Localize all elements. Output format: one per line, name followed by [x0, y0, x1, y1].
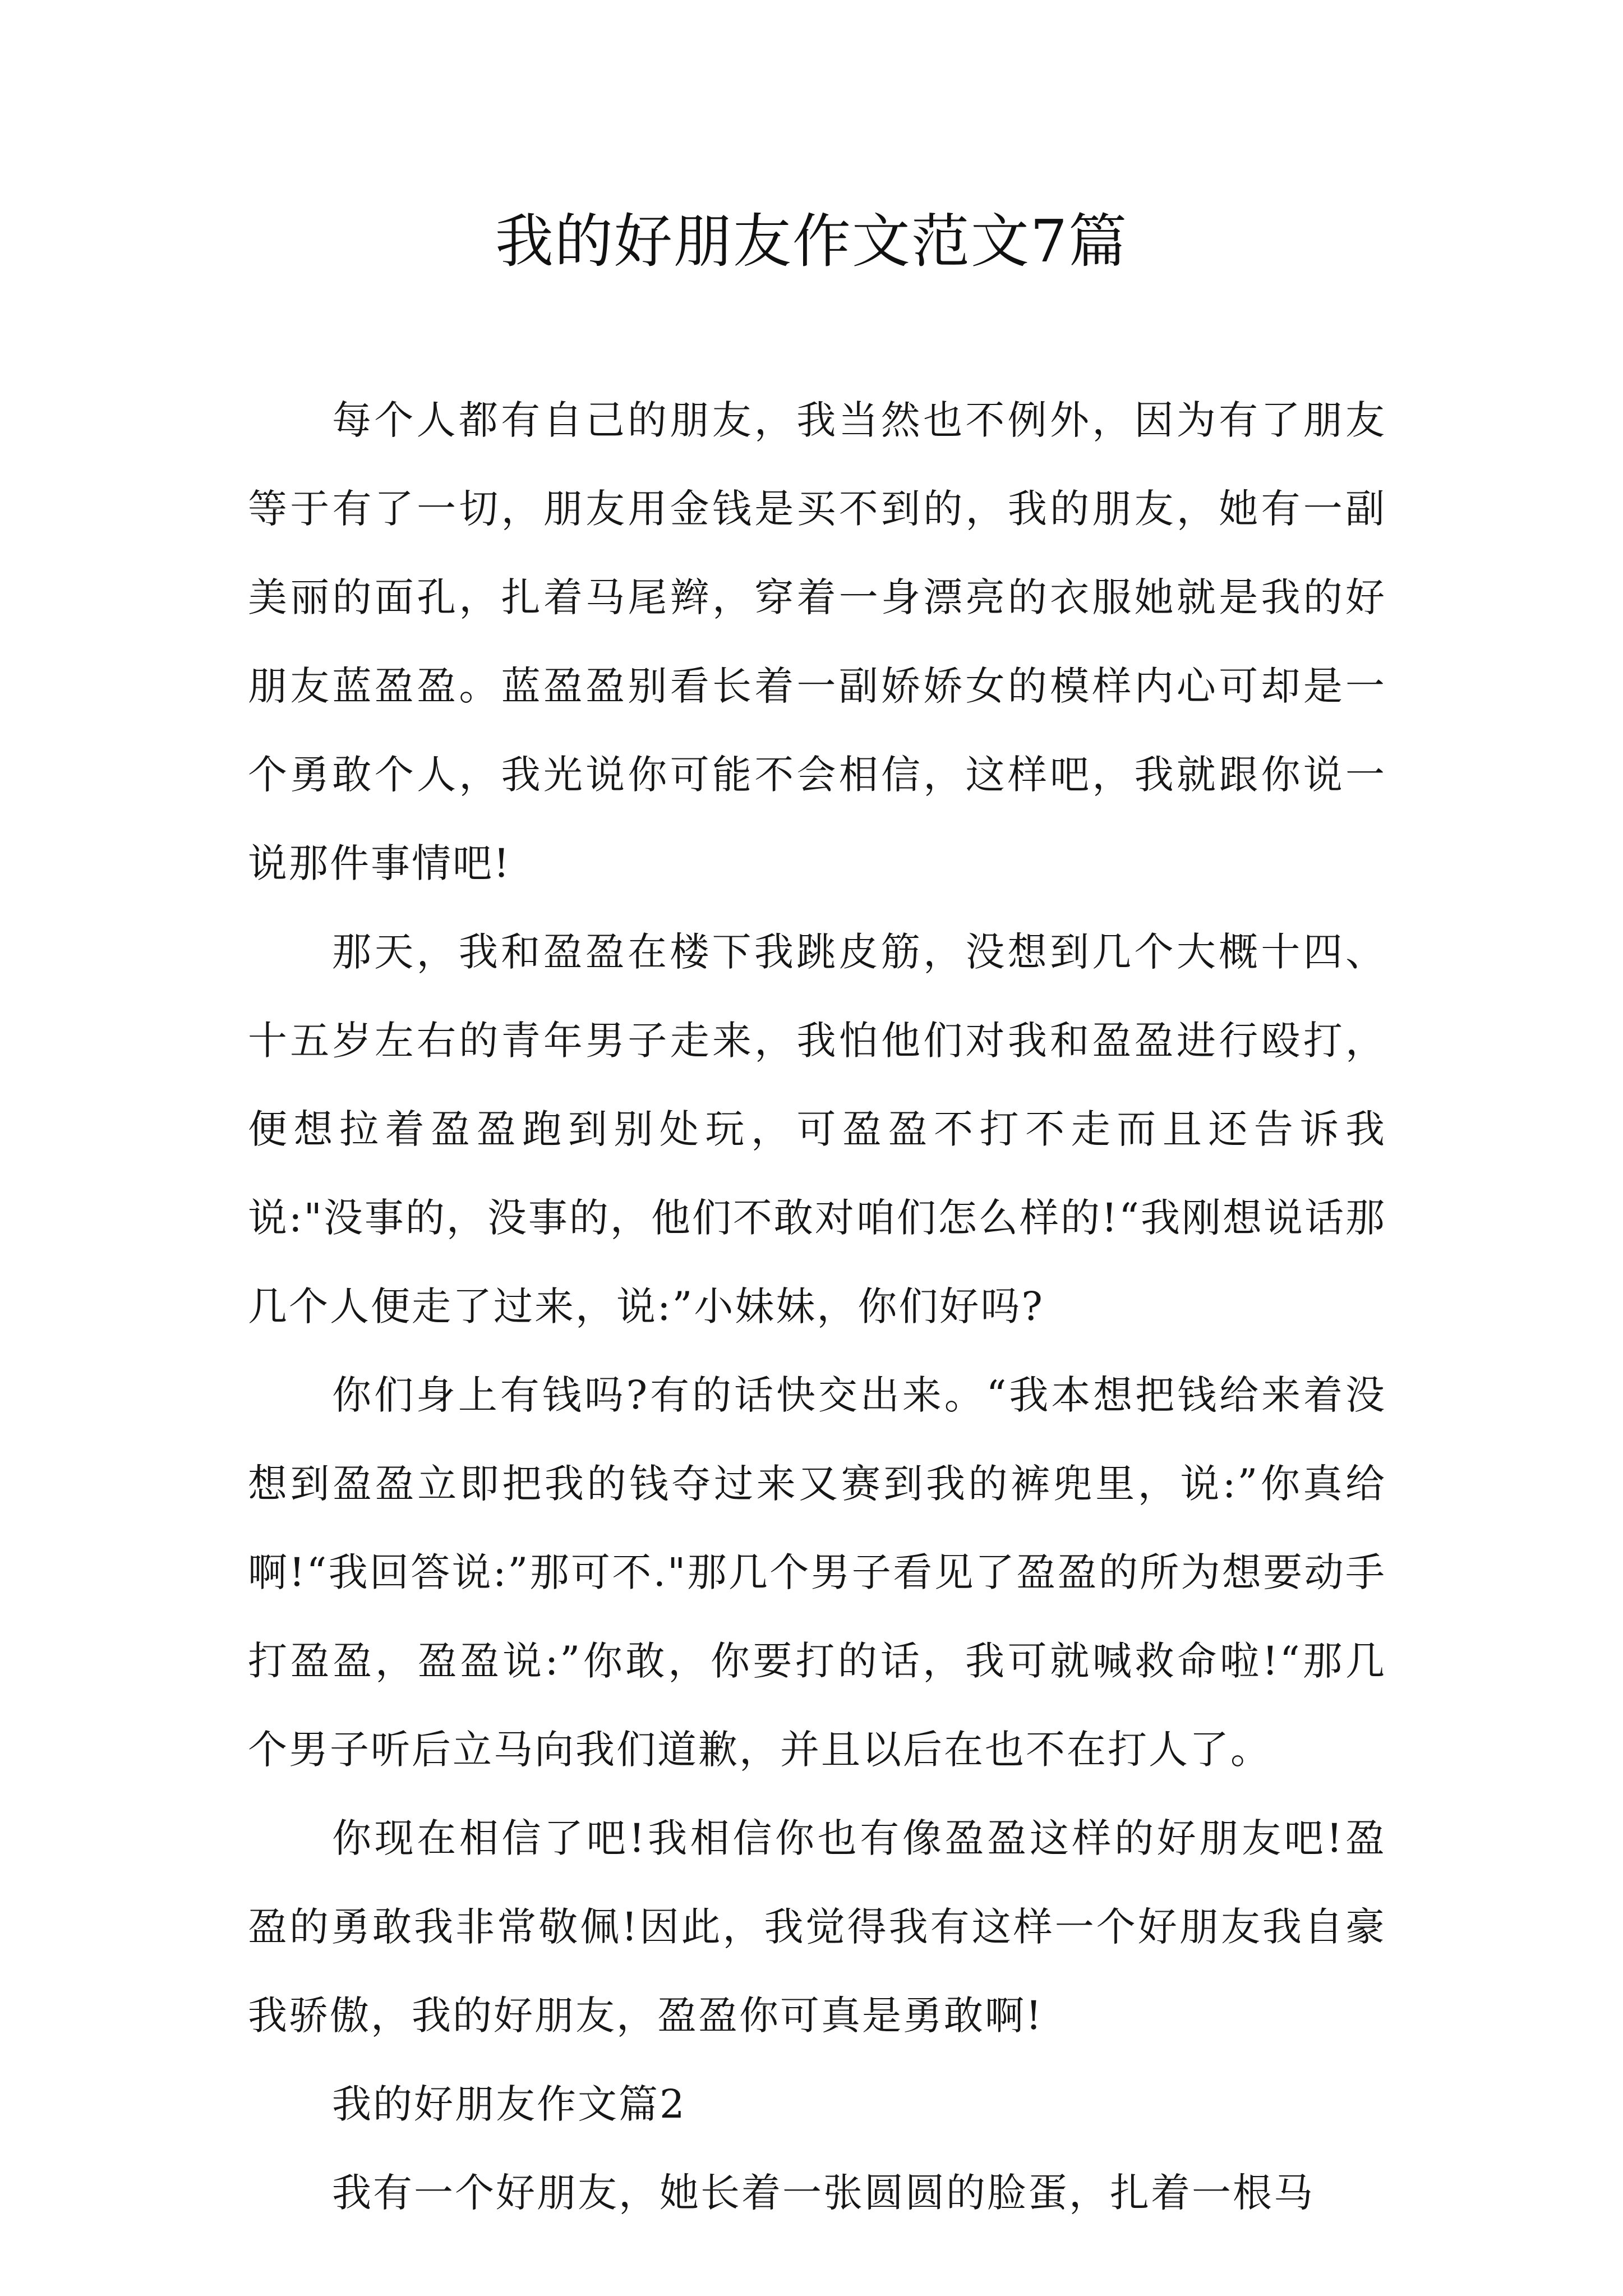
paragraph: 你们身上有钱吗?有的话快交出来。“我本想把钱给来着没想到盈盈立即把我的钱夺过来又赛到我的裤兜里，说:”你真给啊!“我回答说:”那可不."那几个男子看见了盈盈的所为想要动手打盈盈，盈盈说:”你敢，你要打的话，我可就喊救命啦!“那几个男子听后立马向我们道歉，并且以后在也不在打人了。: [248, 1372, 1386, 1773]
paragraph: 我有一个好朋友，她长着一张圆圆的脸蛋，扎着一根马: [332, 2170, 1315, 2216]
document-body: [248, 376, 1386, 2237]
document-title: 我的好朋友作文范文7篇: [495, 207, 1128, 275]
paragraph: 那天，我和盈盈在楼下我跳皮筋，没想到几个大概十四、十五岁左右的青年男子走来，我怕他们对我和盈盈进行殴打，便想拉着盈盈跑到别处玩，可盈盈不打不走而且还告诉我说:"没事的，没事的，他们不敢对咱们怎么样的!“我刚想说话那几个人便走了过来，说:”小妹妹，你们好吗?: [248, 929, 1386, 1329]
paragraph: 每个人都有自己的朋友，我当然也不例外，因为有了朋友等于有了一切，朋友用金钱是买不到的，我的朋友，她有一副美丽的面孔，扎着马尾辫，穿着一身漂亮的衣服她就是我的好朋友蓝盈盈。蓝盈盈别看长着一副娇娇女的模样内心可却是一个勇敢个人，我光说你可能不会相信，这样吧，我就跟你说一说那件事情吧!: [248, 397, 1386, 886]
paragraph: 你现在相信了吧!我相信你也有像盈盈这样的好朋友吧!盈盈的勇敢我非常敬佩!因此，我觉得我有这样一个好朋友我自豪我骄傲，我的好朋友，盈盈你可真是勇敢啊!: [248, 1815, 1386, 2039]
section-heading: 我的好朋友作文篇2: [332, 2081, 686, 2127]
